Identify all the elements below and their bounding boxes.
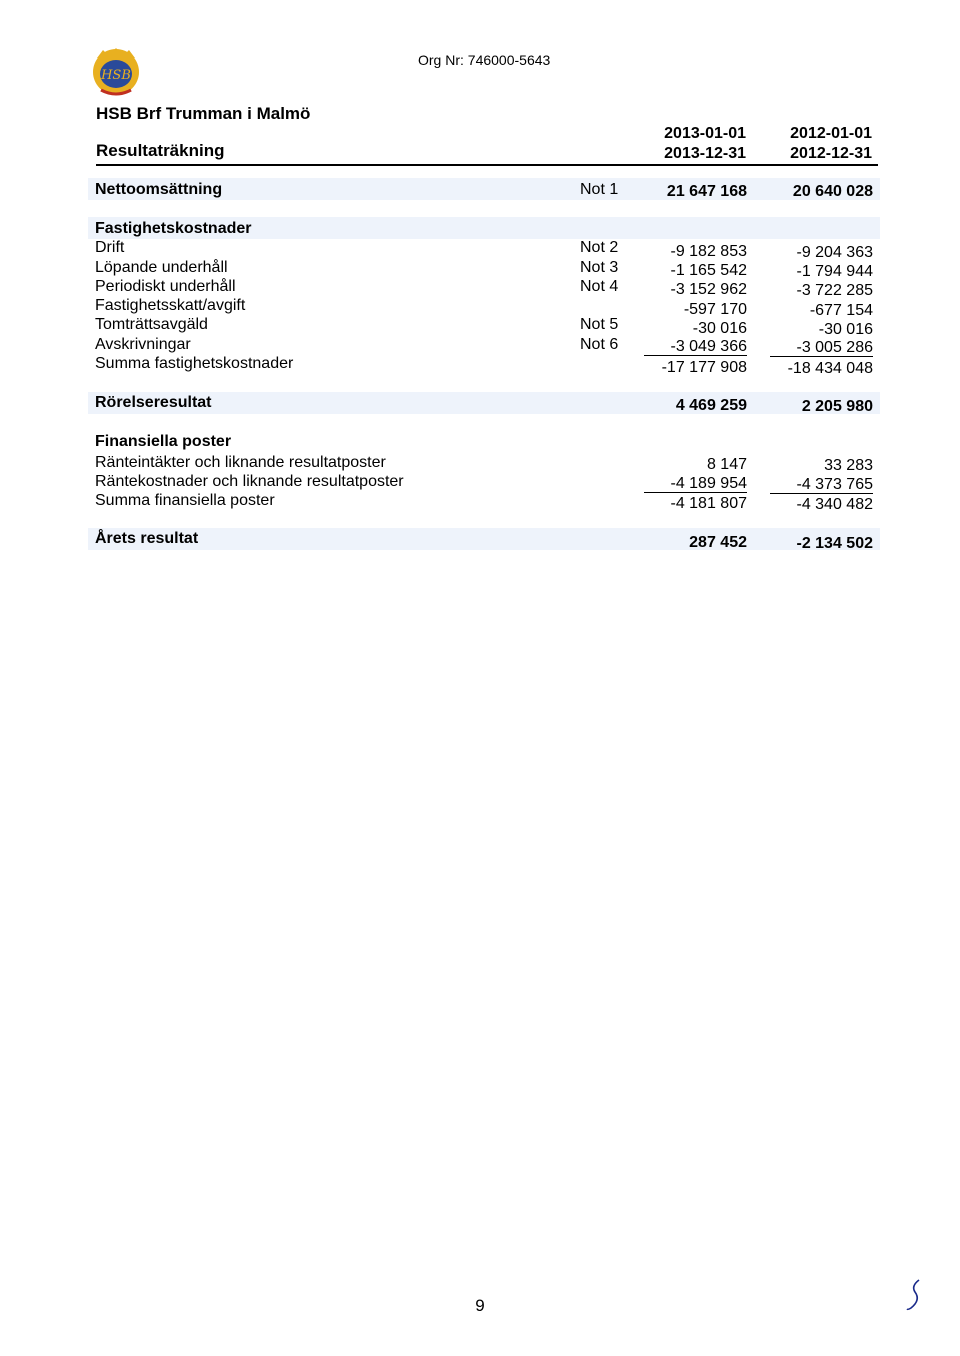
row-note: Not 1 [580,181,619,198]
row-label: Nettoomsättning [95,181,223,198]
value-2013: 287 452 [689,534,747,551]
period-start: 2012-01-01 [790,125,872,142]
row-label: Löpande underhåll [95,259,228,276]
signature-mark [905,1278,925,1312]
hsb-logo [89,46,143,98]
row-label: Summa finansiella poster [95,492,275,509]
row-label: Årets resultat [95,530,199,547]
row-note: Not 2 [580,239,619,256]
row-rantekostnader [0,472,960,492]
row-note: Not 5 [580,316,619,333]
value-2013: 8 147 [706,456,747,473]
section-heading-fastighetskostnader [0,219,960,239]
row-label: Tomträttsavgäld [95,316,208,333]
row-rorelseresultat [0,393,960,413]
row-tomtrattsavgald [0,315,960,338]
value-2012: -9 204 363 [796,244,873,261]
row-label: Räntekostnader och liknande resultatposter [95,473,404,490]
row-summa-finansiella [0,491,960,511]
row-label: Drift [95,239,125,256]
value-2012: -30 016 [818,321,873,338]
row-lopande-underhall [0,258,960,278]
period-end: 2013-12-31 [664,145,746,162]
row-drift [0,238,960,261]
row-avskrivningar [0,335,960,355]
row-label: Ränteintäkter och liknande resultatposter [95,454,386,471]
value-2012: -677 154 [809,302,873,319]
value-2012: -1 794 944 [796,263,873,280]
row-arets-resultat [0,529,960,552]
row-note: Not 4 [580,278,619,295]
value-2012: -4 373 765 [770,476,873,494]
value-2013: -30 016 [692,320,747,337]
value-2013: -4 181 807 [670,495,747,512]
period-2012 [716,124,872,164]
row-label: Rörelseresultat [95,394,212,411]
value-2013: -3 152 962 [670,281,747,298]
value-2013: -597 170 [683,301,747,318]
value-2012: -3 005 286 [770,339,873,357]
value-2012: -18 434 048 [787,360,873,377]
value-2013: -4 189 954 [644,475,747,493]
value-2012: -4 340 482 [796,496,873,513]
value-2013: 21 647 168 [666,183,747,200]
value-2012: -3 722 285 [796,282,873,299]
period-start: 2013-01-01 [664,125,746,142]
value-2012: 33 283 [824,457,873,474]
header-rule [96,164,878,166]
row-ranteintakter [0,453,960,473]
document-title: Resultaträkning [96,141,225,160]
period-end: 2012-12-31 [790,145,872,162]
value-2013: 4 469 259 [675,397,747,414]
row-nettoomsattning [0,180,960,200]
value-2012: -2 134 502 [796,535,873,552]
row-label: Summa fastighetskostnader [95,355,294,372]
row-note: Not 3 [580,259,619,276]
row-fastighetsskatt [0,296,960,319]
row-summa-fastighetskostnader [0,354,960,377]
row-label: Avskrivningar [95,336,191,353]
org-number: Org Nr: 746000-5643 [418,52,551,68]
section-heading-finansiella [0,432,960,452]
value-2013: -1 165 542 [670,262,747,279]
value-2012: 20 640 028 [792,183,873,200]
value-2013: -3 049 366 [644,338,747,356]
row-periodiskt-underhall [0,277,960,297]
heading-label: Finansiella poster [95,433,232,450]
row-label: Fastighetsskatt/avgift [95,297,246,314]
row-note: Not 6 [580,336,619,353]
value-2013: -9 182 853 [670,243,747,260]
value-2012: 2 205 980 [801,398,873,415]
value-2013: -17 177 908 [661,359,747,376]
row-label: Periodiskt underhåll [95,278,236,295]
page-number: 9 [475,1296,485,1315]
org-name: HSB Brf Trumman i Malmö [96,104,311,123]
logo-text: HSB [101,68,131,83]
heading-label: Fastighetskostnader [95,220,252,237]
